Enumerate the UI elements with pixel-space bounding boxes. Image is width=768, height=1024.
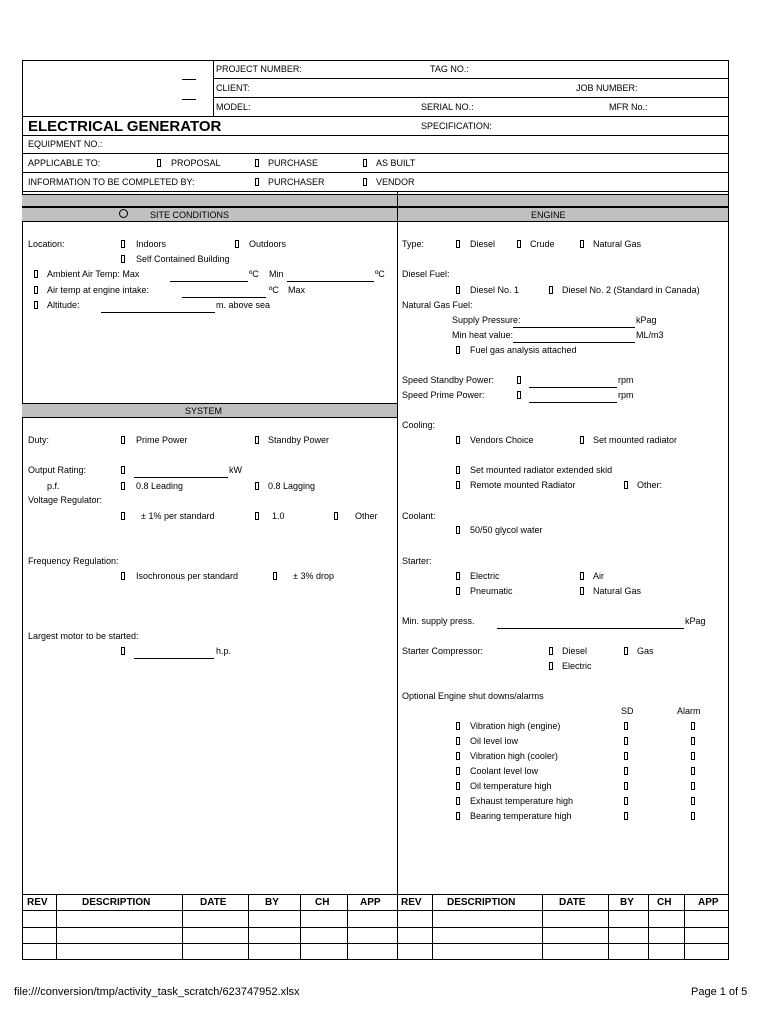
specification-label: SPECIFICATION: xyxy=(421,121,492,131)
starter-compressor-label: Starter Compressor: xyxy=(402,646,484,656)
speed-prime-field[interactable] xyxy=(529,402,617,403)
air-intake-checkbox[interactable] xyxy=(34,286,38,294)
set-mounted-skid-label: Set mounted radiator extended skid xyxy=(470,465,613,475)
diesel-fuel-label: Diesel Fuel: xyxy=(402,269,450,279)
serial-no-label: SERIAL NO.: xyxy=(421,102,474,112)
set-mounted-checkbox[interactable] xyxy=(580,436,584,444)
as-built-checkbox[interactable] xyxy=(363,159,367,167)
diesel1-checkbox[interactable] xyxy=(456,286,460,294)
sc-diesel-label: Diesel xyxy=(562,646,588,656)
rpm-unit: rpm xyxy=(618,375,634,385)
alarm-checkbox[interactable] xyxy=(691,812,695,820)
site-conditions-heading: SITE CONDITIONS xyxy=(150,210,230,220)
sd-checkbox[interactable] xyxy=(624,812,628,820)
degc-unit: ºC xyxy=(249,269,259,279)
hp-unit: h.p. xyxy=(216,646,232,656)
starter-label: Starter: xyxy=(402,556,432,566)
file-path: file:///conversion/tmp/activity_task_scratch/623747952.xlsx xyxy=(14,986,300,998)
degc-unit: ºC xyxy=(269,285,279,295)
glycol-label: 50/50 glycol water xyxy=(470,525,543,535)
project-number-label: PROJECT NUMBER: xyxy=(216,64,302,74)
ch-col-header: CH xyxy=(315,897,330,908)
speed-standby-checkbox[interactable] xyxy=(517,376,521,384)
air-intake-field[interactable] xyxy=(182,297,266,298)
self-contained-checkbox[interactable] xyxy=(121,255,125,263)
date-col-header: DATE xyxy=(559,897,586,908)
sd-header: SD xyxy=(621,706,634,716)
speed-standby-label: Speed Standby Power: xyxy=(402,375,495,385)
purchaser-label: PURCHASER xyxy=(268,177,325,187)
leading-label: 0.8 Leading xyxy=(136,481,184,491)
other-cooling-label: Other: xyxy=(637,480,663,490)
altitude-field[interactable] xyxy=(101,312,215,313)
alarm-item-label: Oil level low xyxy=(470,736,519,746)
by-col-header: BY xyxy=(265,897,279,908)
alarm-item-label: Vibration high (cooler) xyxy=(470,751,558,761)
supply-pressure-label: Supply Pressure: xyxy=(452,315,521,325)
largest-motor-label: Largest motor to be started: xyxy=(28,631,139,641)
circle-icon xyxy=(119,209,128,218)
frequency-regulation-label: Frequency Regulation: xyxy=(28,556,119,566)
ambient-max-field[interactable] xyxy=(170,281,248,282)
largest-motor-field[interactable] xyxy=(134,658,214,659)
proposal-label: PROPOSAL xyxy=(171,158,221,168)
alarm-checkbox[interactable] xyxy=(691,767,695,775)
electric-checkbox[interactable] xyxy=(456,572,460,580)
diesel2-checkbox[interactable] xyxy=(549,286,553,294)
degc-unit: ºC xyxy=(375,269,385,279)
above-sea-unit: m. above sea xyxy=(216,300,271,310)
location-label: Location: xyxy=(28,239,65,249)
alarm-item-label: Oil temperature high xyxy=(470,781,552,791)
natural-gas-starter-checkbox[interactable] xyxy=(580,587,584,595)
sc-gas-label: Gas xyxy=(637,646,654,656)
alarm-checkbox[interactable] xyxy=(691,782,695,790)
alarm-item-label: Exhaust temperature high xyxy=(470,796,574,806)
alarm-checkbox[interactable] xyxy=(691,797,695,805)
client-label: CLIENT: xyxy=(216,83,250,93)
alarm-item-checkbox[interactable] xyxy=(456,767,460,775)
min-supply-field[interactable] xyxy=(497,628,684,629)
speed-prime-checkbox[interactable] xyxy=(517,391,521,399)
other-cooling-checkbox[interactable] xyxy=(624,481,628,489)
mlm3-unit: ML/m3 xyxy=(636,330,664,340)
natural-gas-label: Natural Gas xyxy=(593,239,642,249)
sd-checkbox[interactable] xyxy=(624,737,628,745)
pf-label: p.f. xyxy=(47,481,60,491)
natural-gas-checkbox[interactable] xyxy=(580,240,584,248)
one-label: 1.0 xyxy=(272,511,285,521)
pneumatic-label: Pneumatic xyxy=(470,586,513,596)
sd-checkbox[interactable] xyxy=(624,782,628,790)
alarm-item-checkbox[interactable] xyxy=(456,737,460,745)
info-completed-label: INFORMATION TO BE COMPLETED BY: xyxy=(28,177,195,187)
air-intake-label: Air temp at engine intake: xyxy=(47,285,150,295)
tag-no-label: TAG NO.: xyxy=(430,64,469,74)
drop-checkbox[interactable] xyxy=(273,572,277,580)
ambient-checkbox[interactable] xyxy=(34,270,38,278)
mfr-no-label: MFR No.: xyxy=(609,102,648,112)
sd-checkbox[interactable] xyxy=(624,767,628,775)
ch-col-header: CH xyxy=(657,897,672,908)
leading-checkbox[interactable] xyxy=(121,482,125,490)
sd-checkbox[interactable] xyxy=(624,722,628,730)
sc-electric-label: Electric xyxy=(562,661,592,671)
electric-label: Electric xyxy=(470,571,500,581)
type-label: Type: xyxy=(402,239,425,249)
isochronous-checkbox[interactable] xyxy=(121,572,125,580)
standby-power-checkbox[interactable] xyxy=(255,436,259,444)
vendors-choice-checkbox[interactable] xyxy=(456,436,460,444)
lagging-label: 0.8 Lagging xyxy=(268,481,316,491)
pct1-label: ± 1% per standard xyxy=(141,511,215,521)
diesel-label: Diesel xyxy=(470,239,496,249)
one-checkbox[interactable] xyxy=(255,512,259,520)
set-mounted-skid-checkbox[interactable] xyxy=(456,466,460,474)
coolant-label: Coolant: xyxy=(402,511,436,521)
engine-heading: ENGINE xyxy=(531,210,566,220)
drop-label: ± 3% drop xyxy=(293,571,334,581)
page-number: Page 1 of 5 xyxy=(691,986,748,998)
alarm-checkbox[interactable] xyxy=(691,737,695,745)
vendors-choice-label: Vendors Choice xyxy=(470,435,534,445)
equipment-no-label: EQUIPMENT NO.: xyxy=(28,139,103,149)
ng-fuel-label: Natural Gas Fuel: xyxy=(402,300,473,310)
rev-col-header: REV xyxy=(27,897,48,908)
pneumatic-checkbox[interactable] xyxy=(456,587,460,595)
alarm-item-checkbox[interactable] xyxy=(456,782,460,790)
alarm-header: Alarm xyxy=(677,706,701,716)
purchase-label: PURCHASE xyxy=(268,158,319,168)
diesel2-label: Diesel No. 2 (Standard in Canada) xyxy=(562,285,700,295)
output-rating-field[interactable] xyxy=(134,477,228,478)
alarm-item-label: Coolant level low xyxy=(470,766,539,776)
alarm-item-checkbox[interactable] xyxy=(456,797,460,805)
min-supply-label: Min. supply press. xyxy=(402,616,475,626)
speed-standby-field[interactable] xyxy=(529,387,617,388)
crude-checkbox[interactable] xyxy=(517,240,521,248)
remote-mounted-label: Remote mounted Radiator xyxy=(470,480,576,490)
ambient-label: Ambient Air Temp: Max xyxy=(47,269,140,279)
air-checkbox[interactable] xyxy=(580,572,584,580)
prime-power-checkbox[interactable] xyxy=(121,436,125,444)
indoors-label: Indoors xyxy=(136,239,167,249)
system-heading: SYSTEM xyxy=(185,406,223,416)
supply-pressure-field[interactable] xyxy=(513,327,635,328)
fuel-analysis-label: Fuel gas analysis attached xyxy=(470,345,577,355)
rpm-unit: rpm xyxy=(618,390,634,400)
other-voltage-label: Other xyxy=(355,511,378,521)
purchase-checkbox[interactable] xyxy=(255,159,259,167)
alarm-item-checkbox[interactable] xyxy=(456,812,460,820)
min-label: Min xyxy=(269,269,284,279)
alarm-checkbox[interactable] xyxy=(691,752,695,760)
min-heat-field[interactable] xyxy=(513,342,635,343)
job-number-label: JOB NUMBER: xyxy=(576,83,638,93)
standby-power-label: Standby Power xyxy=(268,435,330,445)
date-col-header: DATE xyxy=(200,897,227,908)
proposal-checkbox[interactable] xyxy=(157,159,161,167)
lagging-checkbox[interactable] xyxy=(255,482,259,490)
voltage-regulator-label: Voltage Regulator: xyxy=(28,495,103,505)
fuel-analysis-checkbox[interactable] xyxy=(456,346,460,354)
outdoors-label: Outdoors xyxy=(249,239,287,249)
largest-motor-checkbox[interactable] xyxy=(121,647,125,655)
pct1-checkbox[interactable] xyxy=(121,512,125,520)
alarm-item-label: Bearing temperature high xyxy=(470,811,572,821)
page-title: ELECTRICAL GENERATOR xyxy=(28,118,222,135)
vendor-checkbox[interactable] xyxy=(363,178,367,186)
remote-mounted-checkbox[interactable] xyxy=(456,481,460,489)
cooling-label: Cooling: xyxy=(402,420,436,430)
optional-shutdowns-label: Optional Engine shut downs/alarms xyxy=(402,691,544,701)
app-col-header: APP xyxy=(360,897,381,908)
max-label: Max xyxy=(288,285,306,295)
other-voltage-checkbox[interactable] xyxy=(334,512,338,520)
glycol-checkbox[interactable] xyxy=(456,526,460,534)
outdoors-checkbox[interactable] xyxy=(235,240,239,248)
self-contained-label: Self Contained Building xyxy=(136,254,230,264)
diesel1-label: Diesel No. 1 xyxy=(470,285,520,295)
applicable-to-label: APPLICABLE TO: xyxy=(28,158,101,168)
model-label: MODEL: xyxy=(216,102,251,112)
as-built-label: AS BUILT xyxy=(376,158,416,168)
natural-gas-starter-label: Natural Gas xyxy=(593,586,642,596)
output-rating-label: Output Rating: xyxy=(28,465,87,475)
min-heat-label: Min heat value: xyxy=(452,330,514,340)
kw-unit: kW xyxy=(229,465,242,475)
sc-diesel-checkbox[interactable] xyxy=(549,647,553,655)
diesel-checkbox[interactable] xyxy=(456,240,460,248)
isochronous-label: Isochronous per standard xyxy=(136,571,239,581)
sc-electric-checkbox[interactable] xyxy=(549,662,553,670)
ambient-min-field[interactable] xyxy=(287,281,374,282)
by-col-header: BY xyxy=(620,897,634,908)
description-col-header: DESCRIPTION xyxy=(447,897,516,908)
crude-label: Crude xyxy=(530,239,555,249)
alarm-checkbox[interactable] xyxy=(691,722,695,730)
speed-prime-label: Speed Prime Power: xyxy=(402,390,485,400)
indoors-checkbox[interactable] xyxy=(121,240,125,248)
alarm-item-label: Vibration high (engine) xyxy=(470,721,561,731)
sc-gas-checkbox[interactable] xyxy=(624,647,628,655)
altitude-label: Altitude: xyxy=(47,300,80,310)
vendor-label: VENDOR xyxy=(376,177,415,187)
output-rating-checkbox[interactable] xyxy=(121,466,125,474)
app-col-header: APP xyxy=(698,897,719,908)
rev-col-header: REV xyxy=(401,897,422,908)
set-mounted-label: Set mounted radiator xyxy=(593,435,678,445)
alarm-item-checkbox[interactable] xyxy=(456,722,460,730)
altitude-checkbox[interactable] xyxy=(34,301,38,309)
description-col-header: DESCRIPTION xyxy=(82,897,151,908)
air-label: Air xyxy=(593,571,604,581)
kpag-unit: kPag xyxy=(685,616,706,626)
alarm-item-checkbox[interactable] xyxy=(456,752,460,760)
prime-power-label: Prime Power xyxy=(136,435,188,445)
sd-checkbox[interactable] xyxy=(624,752,628,760)
sd-checkbox[interactable] xyxy=(624,797,628,805)
kpag-unit: kPag xyxy=(636,315,657,325)
duty-label: Duty: xyxy=(28,435,50,445)
purchaser-checkbox[interactable] xyxy=(255,178,259,186)
